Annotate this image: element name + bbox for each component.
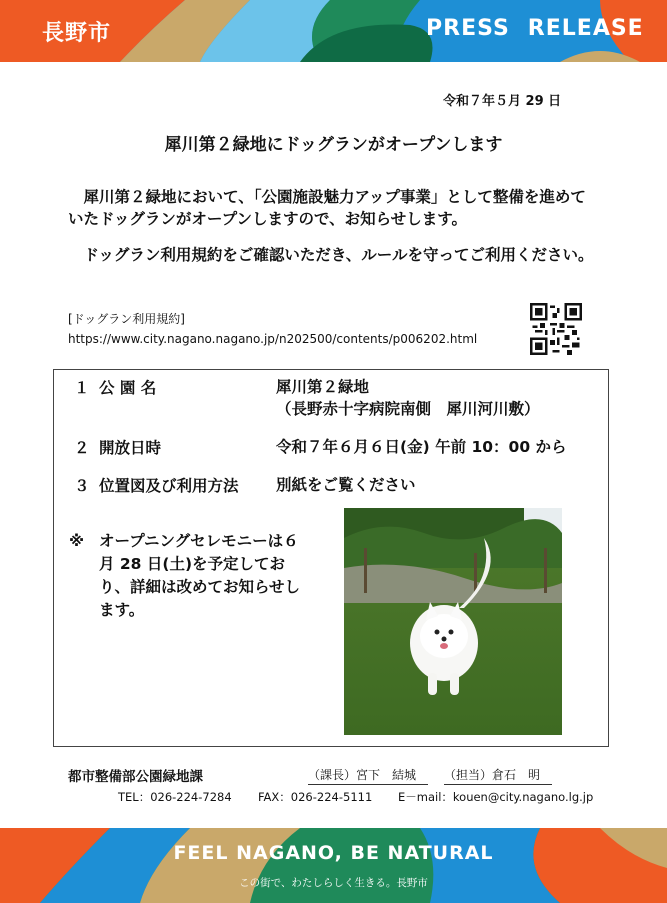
fax-number: FAX：026-224-5111 — [258, 790, 373, 804]
opening-datetime: 令和７年６月６日(金) 午前 10：00 から — [276, 438, 567, 456]
sub-slogan: この街で、わたしらしく生きる。長野市 — [239, 877, 428, 889]
press-word: PRESS — [426, 16, 510, 41]
rules-paragraph: ドッグラン利用規約をご確認いただき、ルールを守ってご利用ください。 — [68, 246, 594, 264]
phone-number: TEL：026-224-7284 — [118, 790, 232, 804]
document-title: 犀川第２緑地にドッグランがオープンします — [164, 135, 503, 155]
item-number: ３ — [74, 477, 90, 495]
info-box — [53, 369, 609, 747]
release-word: RELEASE — [527, 16, 644, 41]
slogan: FEEL NAGANO, BE NATURAL — [173, 842, 494, 864]
park-location: （長野赤十字病院南側 犀川河川敷） — [276, 400, 540, 418]
email-address[interactable]: E－mail：kouen@city.nagano.lg.jp — [398, 790, 594, 804]
item-label: 位置図及び利用方法 — [99, 477, 239, 495]
press-release-label — [426, 16, 662, 41]
item-number: １ — [74, 379, 90, 397]
park-name: 犀川第２緑地 — [276, 378, 370, 396]
footer-banner-background — [0, 828, 667, 903]
item-label: 開放日時 — [99, 439, 162, 457]
note-text: オープニングセレモニーは６月 28 日(土)を予定しており、詳細は改めてお知らせします。 — [99, 532, 301, 619]
city-logo: 長野市 — [42, 21, 112, 46]
rules-label: [ドッグラン利用規約] — [68, 312, 185, 326]
footer-banner — [0, 828, 667, 903]
note-mark: ※ — [69, 532, 85, 550]
staff-name: （担当）倉石 明 — [444, 766, 552, 785]
header-banner — [0, 0, 667, 62]
chief-name: （課長）宮下 結城 — [308, 766, 428, 785]
rules-link[interactable]: https://www.city.nagano.nagano.jp/n202500/contents/p006202.html — [68, 332, 478, 346]
department-name: 都市整備部公園緑地課 — [68, 769, 203, 785]
intro-paragraph: 犀川第２緑地において、「公園施設魅力アップ事業」として整備を進めていたドッグランがオープンしますので、お知らせします。 — [68, 188, 586, 228]
usage-info: 別紙をご覧ください — [276, 476, 416, 494]
release-date: 令和７年５月 29 日 — [443, 94, 562, 109]
qr-code[interactable] — [530, 303, 582, 355]
item-label: 公 園 名 — [99, 379, 157, 397]
item-number: ２ — [74, 439, 90, 457]
dog-photo — [344, 508, 562, 735]
